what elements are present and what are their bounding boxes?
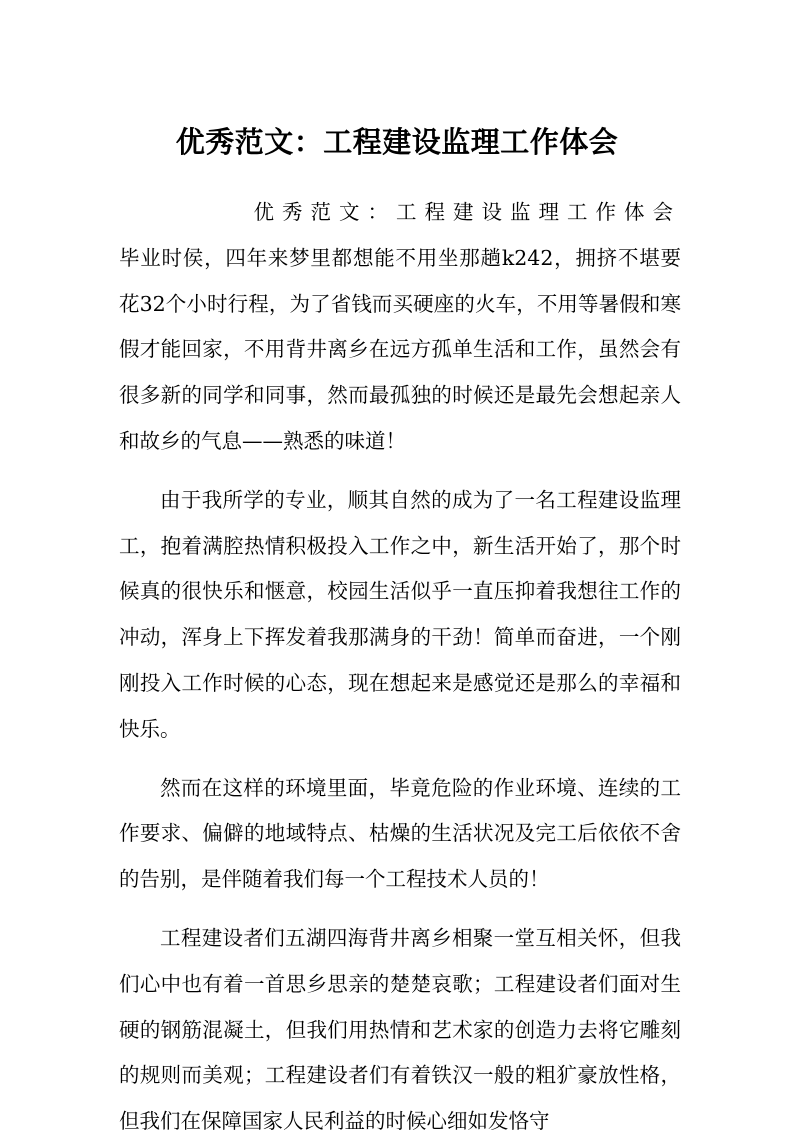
heading-repeat: 优秀范文：工程建设监理工作体会	[253, 200, 681, 224]
document-body	[119, 190, 681, 1145]
paragraph-gap	[119, 903, 681, 916]
paragraph-2: 由于我所学的专业，顺其自然的成为了一名工程建设监理工，抱着满腔热情积极投入工作之中，新生活开始了，那个时候真的很快乐和惬意，校园生活似乎一直压抑着我想往工作的冲动，浑身上下挥发着我那满身的干劲！简单而奋进，一个刚刚投入工作时候的心态，现在想起来是感觉还是那么的幸福和快乐。	[119, 487, 681, 741]
paragraph-gap	[119, 465, 681, 478]
paragraph-4: 工程建设者们五湖四海背井离乡相聚一堂互相关怀，但我们心中也有着一首思乡思亲的楚楚哀歌；工程建设者们面对生硬的钢筋混凝土，但我们用热情和艺术家的创造力去将它雕刻的规则而美观；工程建设者们有着铁汉一般的粗犷豪放性格，但我们在保障国家人民利益的时候心细如发恪守	[119, 925, 681, 1134]
paragraph-3: 然而在这样的环境里面，毕竟危险的作业环境、连续的工作要求、偏僻的地域特点、枯燥的生活状况及完工后依依不舍的告别，是伴随着我们每一个工程技术人员的！	[119, 775, 681, 892]
paragraph-1: 毕业时侯，四年来梦里都想能不用坐那趟k242，拥挤不堪要花32个小时行程，为了省钱而买硬座的火车，不用等暑假和寒假才能回家，不用背井离乡在远方孤单生活和工作，虽然会有很多新的同学和同事，然而最孤独的时候还是最先会想起亲人和故乡的气息——熟悉的味道！	[119, 245, 681, 453]
document-title: 优秀范文：工程建设监理工作体会	[175, 125, 619, 159]
paragraph-gap	[119, 753, 681, 766]
